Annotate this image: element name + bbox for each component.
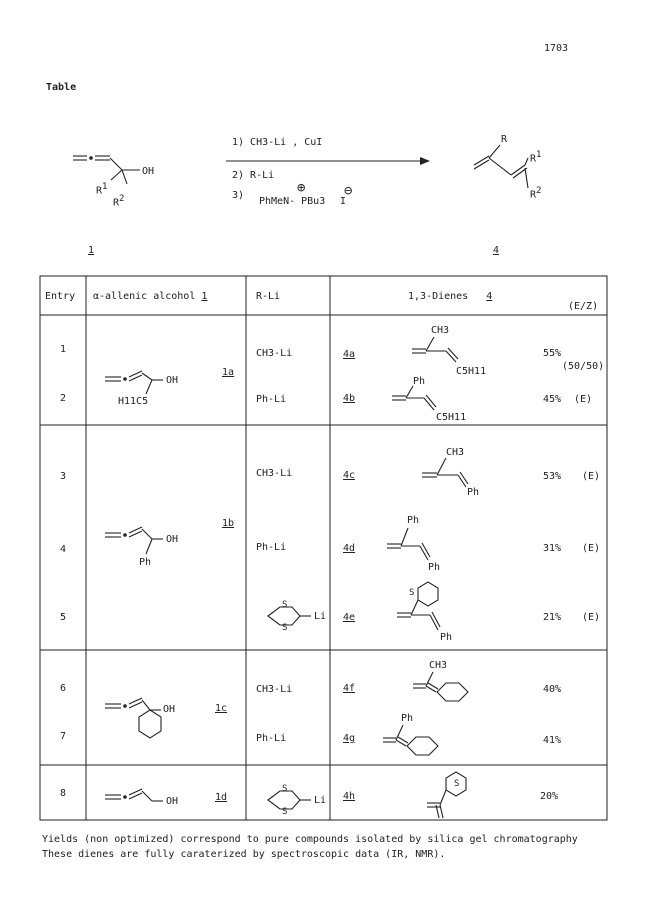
diene-substituent: S [454, 779, 460, 789]
product-r: R [501, 134, 508, 145]
product-label: 4 [493, 245, 500, 256]
diene-4c [422, 458, 468, 487]
diene-label: 4c [343, 470, 356, 481]
yield-value: 40% [543, 684, 562, 695]
dithiane-lithium-entry8 [268, 791, 311, 809]
page-number: 1703 [544, 43, 569, 54]
diene-substituent: C5H11 [456, 366, 487, 377]
diene-substituent: S [409, 588, 415, 598]
header-rli: R-Li [256, 291, 281, 302]
diene-substituent: CH3 [429, 660, 448, 671]
yield-value: 55% [543, 348, 562, 359]
group-1a-oh: OH [166, 375, 179, 386]
diene-label: 4f [343, 683, 356, 694]
yield-value: 45% [543, 394, 562, 405]
table-frame [40, 276, 607, 820]
step-3-reagent: PhMeN- PBu3 [259, 196, 326, 207]
iodide-anion: I [340, 196, 347, 207]
table-heading: Table [46, 82, 77, 93]
group-1b-label: 1b [222, 518, 235, 529]
diene-substituent: Ph [413, 376, 426, 387]
yield-value: 20% [540, 791, 559, 802]
alcohol-1d [105, 789, 163, 801]
header-alcohol: α-allenic alcohol 1 [93, 291, 208, 302]
ez-value: (E) [574, 394, 593, 405]
diene-label: 4e [343, 612, 356, 623]
rli-reagent: Li [314, 795, 327, 806]
diene-4f [413, 672, 468, 701]
group-1a-label: 1a [222, 367, 235, 378]
entry-number: 3 [60, 471, 67, 482]
diene-label: 4b [343, 393, 356, 404]
diene-4d [387, 528, 430, 560]
ez-value: (E) [582, 612, 601, 623]
entry-number: 6 [60, 683, 67, 694]
header-ez: (E/Z) [568, 301, 599, 312]
diene-label: 4d [343, 543, 356, 554]
header-entry: Entry [45, 291, 76, 302]
diene-label: 4a [343, 349, 356, 360]
diene-label: 4h [343, 791, 356, 802]
entry-number: 1 [60, 344, 67, 355]
ez-value: (E) [582, 471, 601, 482]
header-dienes: 1,3-Dienes 4 [408, 291, 493, 302]
entry-number: 5 [60, 612, 67, 623]
product-r2: $R^2$ [530, 186, 542, 201]
diene-4g [383, 725, 438, 755]
reactant-label: 1 [88, 245, 95, 256]
diene-substituent: CH3 [446, 447, 465, 458]
diene-substituent: CH3 [431, 325, 450, 336]
rli-reagent: Ph-Li [256, 542, 287, 553]
entry-number: 2 [60, 393, 67, 404]
diene-substituent: Ph [440, 632, 453, 643]
step-1: 1) CH3-Li , CuI [232, 137, 323, 148]
rli-reagent: CH3-Li [256, 468, 293, 479]
diene-substituent: Ph [467, 487, 480, 498]
dithiane-lithium-entry5 [268, 607, 311, 625]
yield-value: 31% [543, 543, 562, 554]
group-1c-oh: OH [163, 704, 176, 715]
diene-4b [392, 386, 436, 410]
reactant-structure [73, 156, 140, 184]
group-1d-oh: OH [166, 796, 179, 807]
rli-reagent: CH3-Li [256, 348, 293, 359]
reaction-arrow [420, 157, 430, 165]
dithiane-s: S [282, 623, 288, 633]
reactant-oh: OH [142, 166, 155, 177]
entry-number: 4 [60, 544, 67, 555]
step-3-number: 3) [232, 190, 245, 201]
alcohol-1a [105, 371, 163, 394]
group-1c-label: 1c [215, 703, 228, 714]
plus-charge: ⊕ [297, 180, 306, 196]
yield-value: 53% [543, 471, 562, 482]
rli-reagent: CH3-Li [256, 684, 293, 695]
diene-label: 4g [343, 733, 356, 744]
diene-4e [397, 582, 440, 630]
diene-4a [412, 337, 458, 362]
entry-number: 7 [60, 731, 67, 742]
diene-substituent: C5H11 [436, 412, 467, 423]
diene-substituent: Ph [401, 713, 414, 724]
group-1b-sub: Ph [139, 557, 152, 568]
reactant-r2: $R^2$ [113, 194, 125, 209]
alcohol-1b [105, 527, 163, 554]
diene-4h [427, 772, 466, 818]
dithiane-s: S [282, 784, 288, 794]
footnote: Yields (non optimized) correspond to pure compounds isolated by silica gel chromatography [42, 834, 578, 845]
yield-value: 21% [543, 612, 562, 623]
diene-substituent: Ph [428, 562, 441, 573]
rli-reagent: Li [314, 611, 327, 622]
rli-reagent: Ph-Li [256, 733, 287, 744]
ez-value: (50/50) [562, 361, 605, 372]
group-1a-sub: H11C5 [118, 396, 149, 407]
dithiane-s: S [282, 807, 288, 817]
product-r1: $R^1$ [530, 150, 542, 165]
footnote: These dienes are fully caraterized by spectroscopic data (IR, NMR). [42, 849, 446, 860]
step-2: 2) R-Li [232, 170, 275, 181]
reactant-r1: $R^1$ [96, 182, 108, 197]
entry-number: 8 [60, 788, 67, 799]
dithiane-s: S [282, 600, 288, 610]
group-1d-label: 1d [215, 792, 228, 803]
minus-charge: ⊖ [344, 183, 353, 199]
alcohol-1c [105, 698, 161, 738]
group-1b-oh: OH [166, 534, 179, 545]
product-structure [474, 145, 528, 188]
diene-substituent: Ph [407, 515, 420, 526]
yield-value: 41% [543, 735, 562, 746]
rli-reagent: Ph-Li [256, 394, 287, 405]
ez-value: (E) [582, 543, 601, 554]
